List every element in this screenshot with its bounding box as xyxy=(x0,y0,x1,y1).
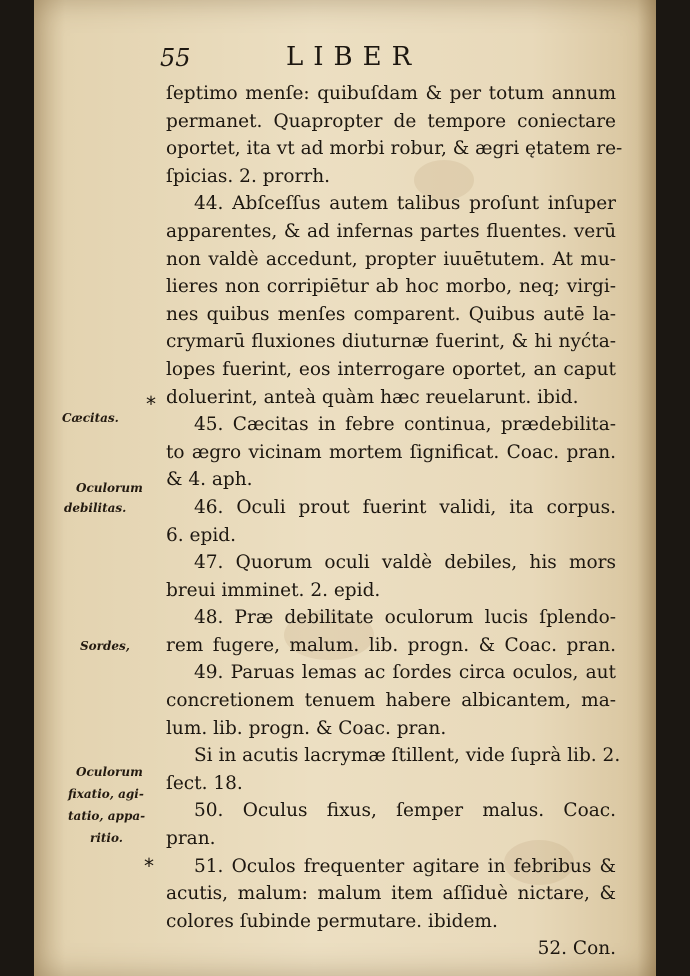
asterisk-mark: * xyxy=(146,392,156,416)
asterisk-mark: * xyxy=(144,854,154,878)
text-line: 51. Oculos frequenter agitare in febribus & xyxy=(194,855,616,877)
marginal-note-debilitas: debilitas. xyxy=(64,501,127,515)
body-text xyxy=(166,80,623,963)
text-line: ſeptimo menſe: quibuſdam & per totum annum xyxy=(166,83,616,104)
text-line: lum. lib. progn. & Coac. pran. xyxy=(166,717,447,739)
marginal-note-agitatio: tatio, appa- xyxy=(68,809,146,823)
text-line: 44. Abſceſſus autem talibus proſunt inſuper xyxy=(194,193,616,215)
text-line: doluerint, anteà quàm hæc reuelarunt. ibid. xyxy=(166,386,579,408)
text-line: 48. Præ debilitate oculorum lucis ſplendo- xyxy=(194,607,616,629)
text-line: apparentes, & ad infernas partes fluentes. verū xyxy=(166,220,616,242)
marginal-note-caecitas: Cæcitas. xyxy=(62,411,119,425)
marginal-note-oculorum: Oculorum xyxy=(76,481,143,495)
catchword: 52. Con. xyxy=(537,938,616,960)
text-line: nes quibus menſes comparent. Quibus autē la- xyxy=(166,303,616,325)
text-line: pran. xyxy=(166,828,216,850)
text-line: permanet. Quapropter de tempore coniectare xyxy=(166,110,616,132)
text-line: lopes fuerint, eos interrogare oportet, an caput xyxy=(166,358,616,380)
text-line: to ægro vicinam mortem ſignificat. Coac. pran. xyxy=(166,441,616,463)
text-line: concretionem tenuem habere albicantem, ma- xyxy=(166,690,616,712)
text-line: rem fugere, malum. lib. progn. & Coac. pran. xyxy=(166,634,616,656)
text-line: ſpicias. 2. prorrh. xyxy=(166,165,331,187)
text-line: non valdè accedunt, propter iuuētutem. At mu- xyxy=(166,248,616,270)
text-line: breui imminet. 2. epid. xyxy=(166,579,381,601)
text-line: 47. Quorum oculi valdè debiles, his mors xyxy=(194,552,616,574)
text-line: oportet, ita vt ad morbi robur, & ægri ętatem re- xyxy=(166,138,623,160)
marginal-note-sordes: Sordes, xyxy=(80,639,130,653)
text-line: 46. Oculi prout fuerint validi, ita corpus. xyxy=(194,496,616,518)
text-line: lieres non corripiētur ab hoc morbo, neq; virgi- xyxy=(166,276,616,298)
text-line: acutis, malum: malum item aſſiduè nictare, & xyxy=(166,883,616,905)
text-line: 50. Oculus fixus, ſemper malus. Coac. xyxy=(194,800,616,822)
running-title: LIBER xyxy=(286,42,422,72)
marginal-note-apparitio: ritio. xyxy=(90,831,123,845)
text-line: ſect. 18. xyxy=(166,772,243,794)
text-line: colores ſubinde permutare. ibidem. xyxy=(166,910,498,932)
text-line: crymarū fluxiones diuturnæ fuerint, & hi nyćta- xyxy=(166,331,616,353)
text-line: Si in acutis lacrymæ ſtillent, vide ſuprà lib. 2. xyxy=(194,745,621,767)
text-line: 6. epid. xyxy=(166,524,236,546)
marginal-note-oculorum-2: Oculorum xyxy=(76,765,143,779)
text-line: & 4. aph. xyxy=(166,469,253,491)
page-number: 55 xyxy=(160,44,191,72)
marginal-note-fixatio: fixatio, agi- xyxy=(68,787,144,801)
text-line: 49. Paruas lemas ac ſordes circa oculos, aut xyxy=(194,662,616,684)
text-line: 45. Cæcitas in febre continua, prædebilita- xyxy=(194,414,616,436)
